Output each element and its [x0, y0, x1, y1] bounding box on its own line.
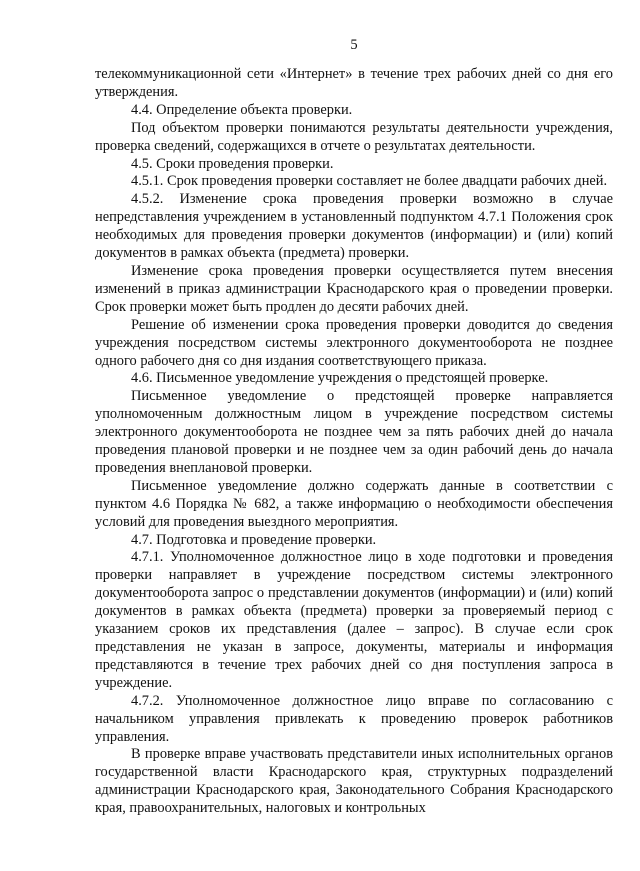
document-page — [95, 36, 613, 818]
paragraph: Решение об изменении срока проведения проверки доводится до сведения учреждения посредством системы электронного документооборота не позднее одного рабочего дня со дня издания соответствующего приказа. — [95, 316, 613, 369]
paragraph: 4.7.1. Уполномоченное должностное лицо в ходе подготовки и проведения проверки направляет в учреждение посредством системы электронного документооборота запрос о представлении документов (информации) и (или) копий документов в рамках объекта (предмета) проверки за проверяемый период с указанием сроков их представления (далее – запрос). В случае если срок представления не указан в запросе, документы, материалы и информация представляются в течение трех рабочих дней со дня поступления запроса в учреждение. — [95, 549, 613, 691]
paragraph: телекоммуникационной сети «Интернет» в течение трех рабочих дней со дня его утверждения. — [95, 66, 613, 100]
paragraph: Под объектом проверки понимаются результаты деятельности учреждения, проверка сведений, содержащихся в отчете о результатах деятельности. — [95, 119, 613, 154]
paragraph: 4.5.1. Срок проведения проверки составляет не более двадцати рабочих дней. — [131, 173, 608, 190]
document-body — [95, 66, 613, 818]
paragraph: 4.4. Определение объекта проверки. — [131, 101, 353, 118]
paragraph: 4.5. Сроки проведения проверки. — [131, 155, 334, 172]
paragraph: Письменное уведомление должно содержать данные в соответствии с пунктом 4.6 Порядка № 682, а также информацию о необходимости обеспечения условий для проведения выездного мероприятия. — [95, 477, 613, 530]
paragraph: 4.7. Подготовка и проведение проверки. — [131, 531, 377, 548]
paragraph: 4.5.2. Изменение срока проведения проверки возможно в случае непредставления учреждением в установленный подпунктом 4.7.1 Положения срок необходимых для проведения проверки документов (информации) и (или) копий документов в рамках объекта (предмета) проверки. — [95, 191, 613, 262]
paragraph: 4.6. Письменное уведомление учреждения о предстоящей проверке. — [131, 370, 549, 387]
paragraph: Изменение срока проведения проверки осуществляется путем внесения изменений в приказ администрации Краснодарского края о проведении проверки. Срок проверки может быть продлен до десяти рабочих дней. — [95, 262, 613, 315]
paragraph: В проверке вправе участвовать представители иных исполнительных органов государственной власти Краснодарского края, структурных подразделений администрации Краснодарского края, Законодательного Собрания Краснодарского края, правоохранительных, налоговых и контрольных — [95, 746, 613, 817]
page-number: 5 — [350, 37, 358, 53]
paragraph: 4.7.2. Уполномоченное должностное лицо вправе по согласованию с начальником управления привлекать к проведению проверок работников управления. — [95, 692, 613, 745]
paragraph: Письменное уведомление о предстоящей проверке направляется уполномоченным должностным лицом в учреждение посредством системы электронного документооборота не позднее чем за пять рабочих дней до начала проведения плановой проверки и не позднее чем за один рабочий день до начала проведения внеплановой проверки. — [95, 388, 613, 476]
